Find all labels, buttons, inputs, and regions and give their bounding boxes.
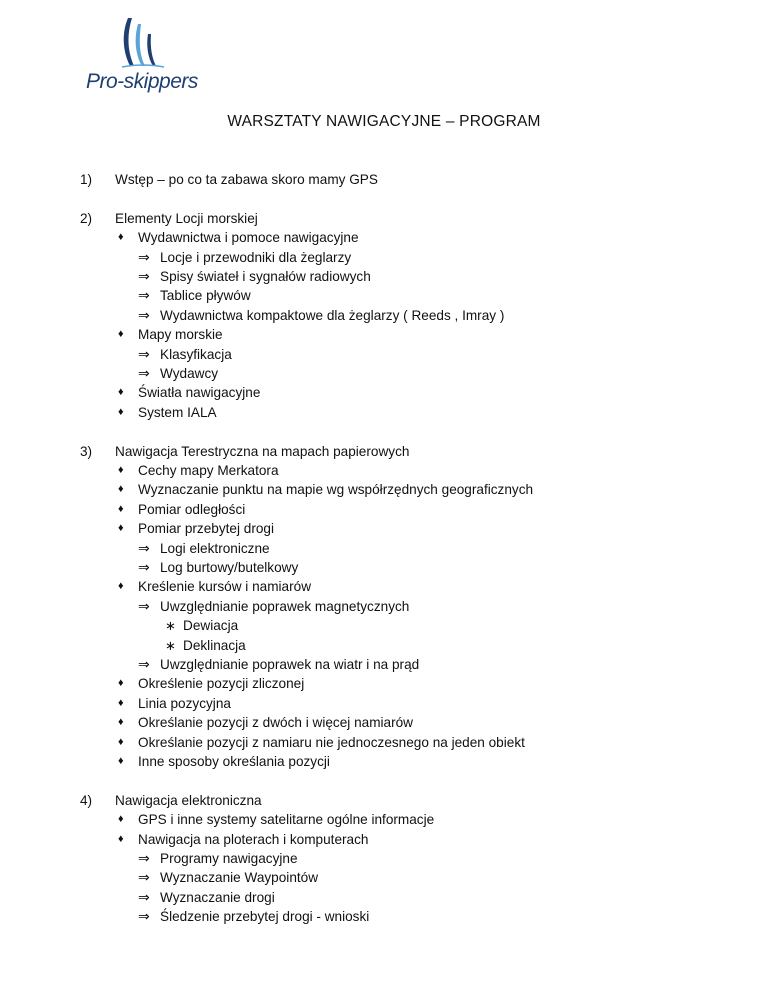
section-heading: [80, 791, 720, 810]
list-item: [80, 461, 720, 480]
bullet-icon: ♦: [118, 405, 124, 418]
bullet-icon: ♦: [118, 754, 124, 767]
list-item: [80, 383, 720, 402]
sub-sub-list-item: [80, 636, 720, 655]
list-item: [80, 403, 720, 422]
section-title: Nawigacja Terestryczna na mapach papierowych: [115, 443, 410, 459]
bullet-icon: ⇒: [138, 597, 150, 614]
logo-text: Pro-skippers: [86, 70, 198, 93]
list-item: [80, 519, 720, 538]
document-title: WARSZTATY NAWIGACYJNE – PROGRAM: [227, 113, 541, 130]
list-item-text: Pomiar odległości: [138, 501, 246, 517]
bullet-icon: ♦: [118, 696, 124, 709]
program-list: [80, 170, 720, 946]
bullet-icon: ⇒: [138, 888, 150, 905]
list-item: [80, 713, 720, 732]
bullet-icon: ∗: [165, 618, 176, 634]
section-2: [80, 209, 720, 422]
section-number: 3): [80, 443, 93, 459]
section-title: Nawigacja elektroniczna: [115, 792, 262, 808]
bullet-icon: ⇒: [138, 365, 150, 382]
bullet-icon: ♦: [118, 328, 124, 341]
list-item: [80, 577, 720, 596]
list-item-text: Locje i przewodniki dla żeglarzy: [160, 249, 352, 265]
section-title: Elementy Locji morskiej: [115, 210, 258, 226]
bullet-icon: ♦: [118, 464, 124, 477]
bullet-icon: ⇒: [138, 655, 150, 672]
list-item-text: Programy nawigacyjne: [160, 851, 298, 866]
logo: [80, 14, 200, 94]
sub-list-item: [80, 306, 720, 325]
sub-list-item: [80, 868, 720, 887]
sub-list-item: [80, 286, 720, 305]
bullet-icon: ⇒: [138, 908, 150, 925]
list-item-text: Dewiacja: [183, 618, 239, 634]
list-item-text: Wyznaczanie punktu na mapie wg współrzędnych geograficznych: [138, 482, 534, 498]
bullet-icon: ⇒: [138, 287, 150, 304]
sub-list-item: [80, 364, 720, 383]
section-heading: [80, 442, 720, 461]
bullet-icon: ♦: [118, 716, 124, 729]
bullet-icon: ♦: [118, 677, 124, 690]
bullet-icon: ♦: [118, 386, 124, 399]
section-3: [80, 442, 720, 772]
sub-list-item: [80, 267, 720, 286]
bullet-icon: ⇒: [138, 306, 150, 323]
list-item-text: Nawigacja na ploterach i komputerach: [138, 831, 369, 847]
list-item-text: Wydawnictwa kompaktowe dla żeglarzy ( Reeds , Imray ): [160, 307, 505, 323]
list-item-text: Wyznaczanie Waypointów: [160, 870, 319, 886]
list-item-text: Określanie pozycji z namiaru nie jednoczesnego na jeden obiekt: [138, 734, 525, 750]
list-item-text: GPS i inne systemy satelitarne ogólne informacje: [138, 812, 435, 828]
list-item-text: Log burtowy/butelkowy: [160, 560, 299, 576]
section-number: 2): [80, 210, 93, 226]
list-item-text: Wydawcy: [160, 366, 219, 382]
list-item-text: Spisy świateł i sygnałów radiowych: [160, 269, 371, 285]
bullet-icon: ⇒: [138, 248, 150, 265]
bullet-icon: ♦: [118, 832, 124, 845]
list-item-text: Wydawnictwa i pomoce nawigacyjne: [138, 230, 359, 246]
sub-list-item: [80, 597, 720, 616]
bullet-icon: ♦: [118, 483, 124, 496]
list-item: [80, 325, 720, 344]
list-item-text: Światła nawigacyjne: [138, 385, 261, 401]
bullet-icon: ⇒: [138, 268, 150, 285]
sub-sub-list-item: [80, 616, 720, 635]
bullet-icon: ♦: [118, 522, 124, 535]
list-item: [80, 480, 720, 499]
section-heading: [80, 209, 720, 228]
list-item-text: Inne sposoby określania pozycji: [138, 753, 330, 769]
sub-list-item: [80, 888, 720, 907]
sub-list-item: [80, 907, 720, 926]
sailboat-logo-icon: [118, 14, 168, 70]
section-1: [80, 170, 720, 189]
list-item: [80, 810, 720, 829]
sub-list-item: [80, 539, 720, 558]
section-number: 4): [80, 792, 93, 808]
list-item-text: Określanie pozycji z dwóch i więcej namiarów: [138, 715, 414, 731]
list-item-text: Śledzenie przebytej drogi - wnioski: [160, 909, 370, 925]
bullet-icon: ⇒: [138, 850, 150, 866]
sub-list-item: [80, 345, 720, 364]
list-item: [80, 694, 720, 713]
bullet-icon: ⇒: [138, 869, 150, 886]
bullet-icon: ♦: [118, 735, 124, 748]
sub-list-item: [80, 248, 720, 267]
list-item: [80, 733, 720, 752]
bullet-icon: ⇒: [138, 345, 150, 362]
list-item-text: Uwzględnianie poprawek na wiatr i na prąd: [160, 656, 420, 672]
list-item-text: Pomiar przebytej drogi: [138, 521, 274, 537]
bullet-icon: ⇒: [138, 539, 150, 556]
bullet-icon: ♦: [118, 813, 124, 826]
section-4: [80, 791, 720, 927]
section-number: 1): [80, 172, 93, 187]
bullet-icon: ∗: [165, 637, 176, 653]
list-item: [80, 830, 720, 849]
sub-list-item: [80, 849, 720, 868]
list-item: [80, 674, 720, 693]
bullet-icon: ♦: [118, 231, 124, 244]
list-item-text: Cechy mapy Merkatora: [138, 463, 279, 479]
bullet-icon: ♦: [118, 502, 124, 515]
list-item-text: Wyznaczanie drogi: [160, 889, 275, 905]
list-item: [80, 752, 720, 771]
list-item-text: Deklinacja: [183, 637, 246, 653]
list-item: [80, 500, 720, 519]
section-title: Wstęp – po co ta zabawa skoro mamy GPS: [115, 172, 378, 187]
section-heading: [80, 170, 720, 189]
list-item-text: Uwzględnianie poprawek magnetycznych: [160, 598, 410, 614]
list-item-text: Kreślenie kursów i namiarów: [138, 579, 312, 595]
list-item-text: Klasyfikacja: [160, 346, 232, 362]
list-item-text: Określenie pozycji zliczonej: [138, 676, 305, 692]
sub-list-item: [80, 655, 720, 674]
list-item-text: Linia pozycyjna: [138, 695, 231, 711]
list-item: [80, 228, 720, 247]
bullet-icon: ⇒: [138, 559, 150, 576]
list-item-text: Logi elektroniczne: [160, 540, 270, 556]
sub-list-item: [80, 558, 720, 577]
list-item-text: Mapy morskie: [138, 327, 223, 343]
list-item-text: System IALA: [138, 404, 217, 420]
bullet-icon: ♦: [118, 580, 124, 593]
list-item-text: Tablice pływów: [160, 288, 251, 304]
